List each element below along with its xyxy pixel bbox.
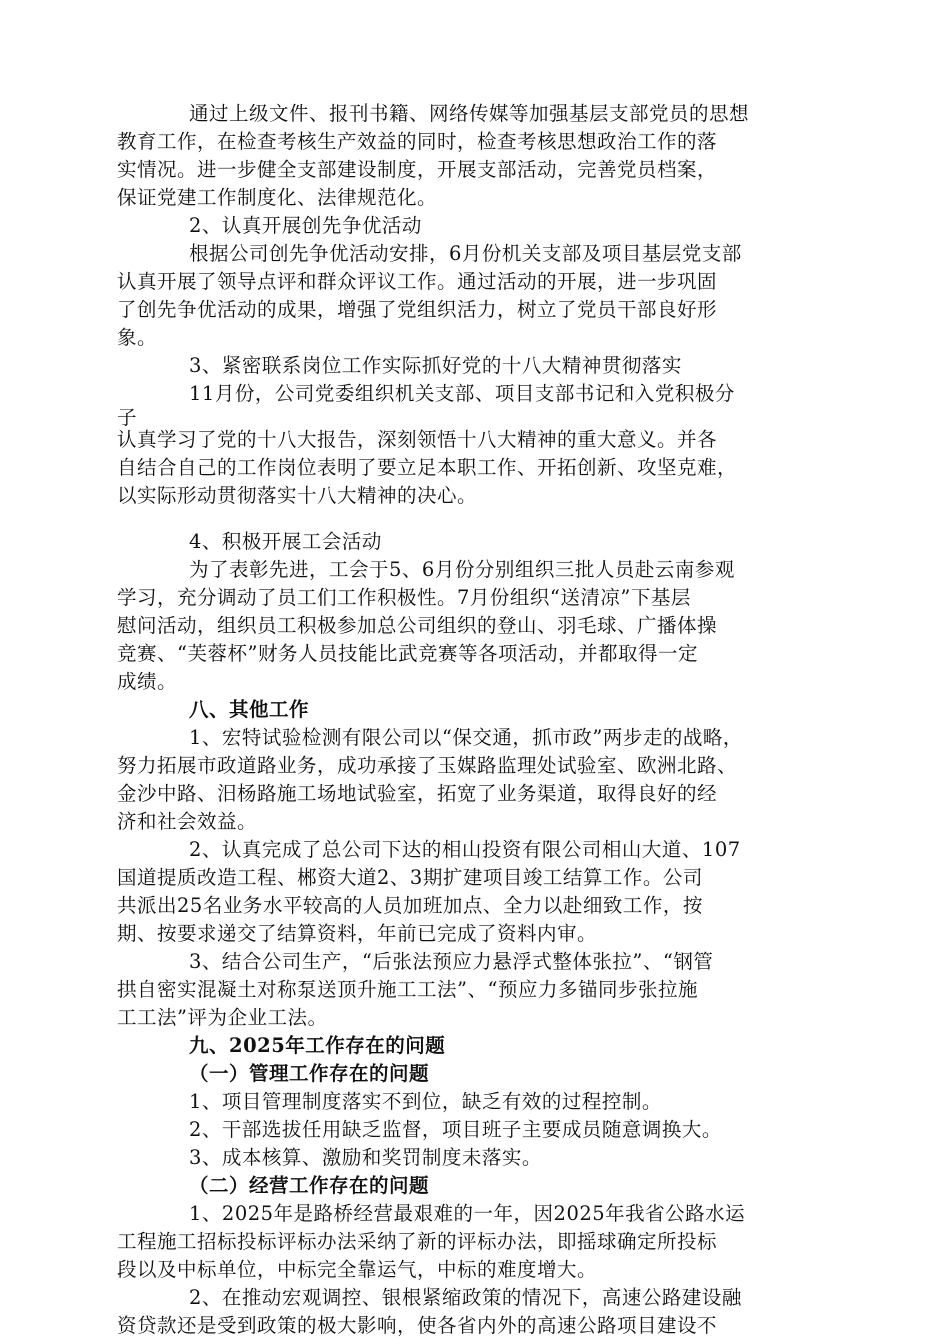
text-line: 拱自密实混凝土对称泵送顶升施工工法”、“预应力多锚同步张拉施 — [117, 978, 698, 1001]
text-line: 工程施工招标投标评标办法采纳了新的评标办法，即摇球确定所投标 — [117, 1230, 718, 1253]
list-heading: 3、紧密联系岗位工作实际抓好党的十八大精神贯彻落实 — [189, 354, 682, 377]
text-line: 2、干部选拔任用缺乏监督，项目班子主要成员随意调换大。 — [189, 1118, 722, 1141]
text-line: 段以及中标单位，中标完全靠运气，中标的难度增大。 — [117, 1258, 598, 1281]
text-line: 根据公司创先争优活动安排，6月份机关支部及项目基层党支部 — [189, 242, 742, 265]
text-line: 认真学习了党的十八大报告，深刻领悟十八大精神的重大意义。并各 — [117, 428, 718, 451]
text-line: 子 — [117, 406, 138, 429]
text-line: 3、成本核算、激励和奖罚制度未落实。 — [189, 1146, 542, 1169]
text-line: 认真开展了领导点评和群众评议工作。通过活动的开展，进一步巩固 — [117, 270, 718, 293]
text-line: 工工法”评为企业工法。 — [117, 1006, 328, 1029]
text-line: 保证党建工作制度化、法律规范化。 — [117, 186, 438, 209]
text-line: 了创先争优活动的成果，增强了党组织活力，树立了党员干部良好形 — [117, 298, 718, 321]
text-line: 济和社会效益。 — [117, 810, 258, 833]
text-line: 以实际形动贯彻落实十八大精神的决心。 — [117, 484, 478, 507]
text-line: 努力拓展市政道路业务，成功承接了玉媒路监理处试验室、欧洲北路、 — [117, 754, 738, 777]
text-line: 慰问活动，组织员工积极参加总公司组织的登山、羽毛球、广播体操 — [117, 614, 718, 637]
subsection-heading: （一）管理工作存在的问题 — [189, 1062, 430, 1085]
text-line: 2、认真完成了总公司下达的相山投资有限公司相山大道、107 — [189, 838, 741, 861]
text-line: 自结合自己的工作岗位表明了要立足本职工作、开拓创新、攻坚克难， — [117, 456, 738, 479]
text-line: 共派出25名业务水平较高的人员加班加点、全力以赴细致工作，按 — [117, 894, 703, 917]
section-heading: 八、其他工作 — [189, 698, 310, 721]
text-line: 实情况。进一步健全支部建设制度，开展支部活动，完善党员档案， — [117, 158, 718, 181]
list-heading: 4、积极开展工会活动 — [189, 530, 382, 553]
text-line: 1、宏特试验检测有限公司以“保交通，抓市政”两步走的战略， — [189, 726, 743, 749]
text-line: 教育工作，在检查考核生产效益的同时，检查考核思想政治工作的落 — [117, 130, 718, 153]
text-line: 国道提质改造工程、郴资大道2、3期扩建项目竣工结算工作。公司 — [117, 866, 703, 889]
text-line: 成绩。 — [117, 670, 178, 693]
text-line: 期、按要求递交了结算资料，年前已完成了资料内审。 — [117, 922, 598, 945]
text-line: 通过上级文件、报刊书籍、网络传媒等加强基层支部党员的思想 — [189, 102, 750, 125]
section-heading: 九、2025年工作存在的问题 — [189, 1034, 446, 1057]
text-line: 学习，充分调动了员工们工作积极性。7月份组织“送清凉”下基层 — [117, 586, 691, 609]
text-line: 为了表彰先进，工会于5、6月份分别组织三批人员赴云南参观 — [189, 558, 735, 581]
text-line: 1、项目管理制度落实不到位，缺乏有效的过程控制。 — [189, 1090, 662, 1113]
text-line: 1、2025年是路桥经营最艰难的一年，因2025年我省公路水运 — [189, 1202, 746, 1225]
text-line: 11月份，公司党委组织机关支部、项目支部书记和入党积极分 — [189, 382, 735, 405]
list-heading: 2、认真开展创先争优活动 — [189, 214, 422, 237]
text-line: 2、在推动宏观调控、银根紧缩政策的情况下，高速公路建设融 — [189, 1286, 742, 1309]
text-line: 竞赛、“芙蓉杯”财务人员技能比武竞赛等各项活动，并都取得一定 — [117, 642, 698, 665]
text-line: 3、结合公司生产，“后张法预应力悬浮式整体张拉”、“钢管 — [189, 950, 714, 973]
text-line: 金沙中路、汨杨路施工场地试验室，拓宽了业务渠道，取得良好的经 — [117, 782, 718, 805]
text-line: 资贷款还是受到政策的极大影响，使各省内外的高速公路项目建设不 — [117, 1314, 718, 1337]
text-line: 象。 — [117, 326, 158, 349]
subsection-heading: （二）经营工作存在的问题 — [189, 1174, 430, 1197]
